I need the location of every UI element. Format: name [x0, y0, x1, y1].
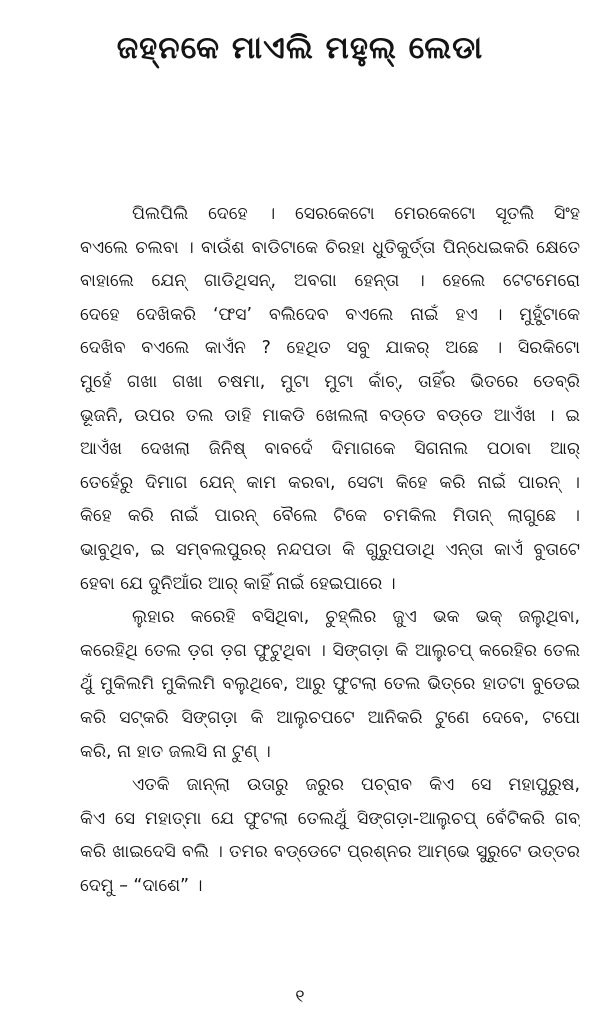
- text-line: ଲୁହାର କରେହି ବସିଥିବା, ଚୁହ୍ଲିର ଜୁଏ ଭକ ଭକ୍ ଜଲୁଥିବା,: [132, 607, 580, 628]
- text-line: ବାହାଲେ ଯେନ୍ ଗାଡିଥିସନ୍, ଅବଗା ହେନ୍ତା । ହେଲେ ଟେଟମେରୋ: [80, 271, 580, 292]
- text-line: ବଏଲେ ଚଲବା । ବାଉଁଶ ବାଡିଟାକେ ଚିରହା ଧୁତିକୁର୍ତ୍ତା ପିନ୍ଧେଇକରି କ୍ଷେତେ: [80, 237, 580, 258]
- text-line: ଭୂଜନି, ଉପର ତଲ ଡାହି ମାକଡି ଖେଲଲା ବଡ୍ଡେ ବଡ୍ଡେ ଆଏଁଖ । ଇ: [80, 405, 580, 426]
- text-line: କରି ଖାଇଦେସି ବଲି । ତମର ବଡ୍‌ଡେଟେ ପ୍ରଶ୍ନର ଆମ୍ଭେ ସୁରୁଟେ ଉତ୍ତର: [80, 842, 580, 863]
- text-line: କରି, ନା ହାତ ଜଲସି ନା ଟୁଣ୍ ।: [80, 741, 271, 762]
- text-line: ଥୁଁ ମୁକିଲମି ମୁକିଲମି ବଲୁଥିବେ, ଆରୁ ଫୁଟଲା ତେଲ ଭିତ୍ରେ ହାତଟା ବୁଡେଇ: [80, 674, 580, 695]
- text-line: ତେହେଁରୁ ଦିମାଗ ଯେନ୍ କାମ କରବା, ସେଟା କିହେ କରି ନାଇଁ ପାରନ୍ ।: [80, 472, 580, 493]
- text-line: ଆଏଁଖ ଦେଖଲା ଜିନିଷ୍ ବାବଦେଁ ଦିମାଗକେ ସିଗନାଲ ପଠାବା ଆର୍: [80, 439, 580, 460]
- text-line: କରେହିଥି ତେଲ ଡ଼ଗ ଡ଼ଗ ଫୁଟୁଥିବା । ସିଙ୍ଗଡ଼ା କି ଆଲୁଚପ୍ କରେହିର ତେଲ: [80, 640, 580, 661]
- text-line: ଦେଖିବ ବଏଲେ କାଏଁନ ? ହେଥିତ ସବୁ ଯାକର୍ ଅଛେ । ସିରକିଟୋ: [80, 338, 580, 359]
- text-line: ପିଲପିଲି ଦେହେ । ସେରକେଟୋ ମେରକେଟୋ ସୂତଲି ସିଂହ: [132, 204, 580, 224]
- page-number: ୧: [295, 986, 305, 1007]
- body-text: [80, 198, 580, 903]
- text-line: ଦେହେ ଦେଖିକରି ‘ଫସ’ ବଲିଦେବ ବଏଲେ ନାଇଁ ହଏ । ମୁହୁଁଟାକେ: [80, 304, 580, 325]
- text-line: ହେବା ଯେ ଦୁନିଆଁର ଆର୍ କାହିଁ ନାଇଁ ହେଇପାରେ ।: [80, 573, 396, 594]
- text-line: କିହେ କରି ନାଇଁ ପାରନ୍ ବୈଲେ ଟିକେ ଚମକିଲ ମିତାନ୍ ଲାଗୁଛେ ।: [80, 506, 580, 527]
- text-line: କିଏ ସେ ମହାତ୍ମା ଯେ ଫୁଟଲା ତେଲଥୁଁ ସିଙ୍ଗଡ଼ା-ଆଲୁଚପ୍ ବେଁଟିକରି ଗବ୍: [80, 808, 580, 829]
- text-line: ଭାବୁଥିବ, ଇ ସମ୍ବଲପୁରର୍ ନନ୍ଦପଡା କି ଗୁରୁପଡାଥି ଏନ୍ତା କାଏଁ ବୁତାଟେ: [80, 539, 580, 560]
- text-line: ମୁହେଁ ଗଖା ଗଖା ଚଷମା, ମୁଟା ମୁଟା କାଁଚ୍, ତାହିଁର ଭିତରେ ଡେବ୍ରି: [80, 371, 580, 392]
- text-line: ଏତକି ଜାନ୍‌ଲା ଉତାରୁ ଜରୁର ପଚ୍ରାବ କିଏ ସେ ମହାପୁରୁଷ,: [132, 775, 580, 796]
- text-line: ଦେମୁ – “ଦାଶେ” ।: [80, 875, 203, 896]
- chapter-title: ଜହ୍ନକେ ମାଏଲି ମହୁଲ୍ ଲେଡା: [116, 30, 484, 66]
- text-line: କରି ସଟ୍‌କରି ସିଙ୍ଗଡ଼ା କି ଆଲୁଚପଟେ ଆନିକରି ଟୁଣେ ଦେବେ, ଟପୋ: [80, 707, 580, 728]
